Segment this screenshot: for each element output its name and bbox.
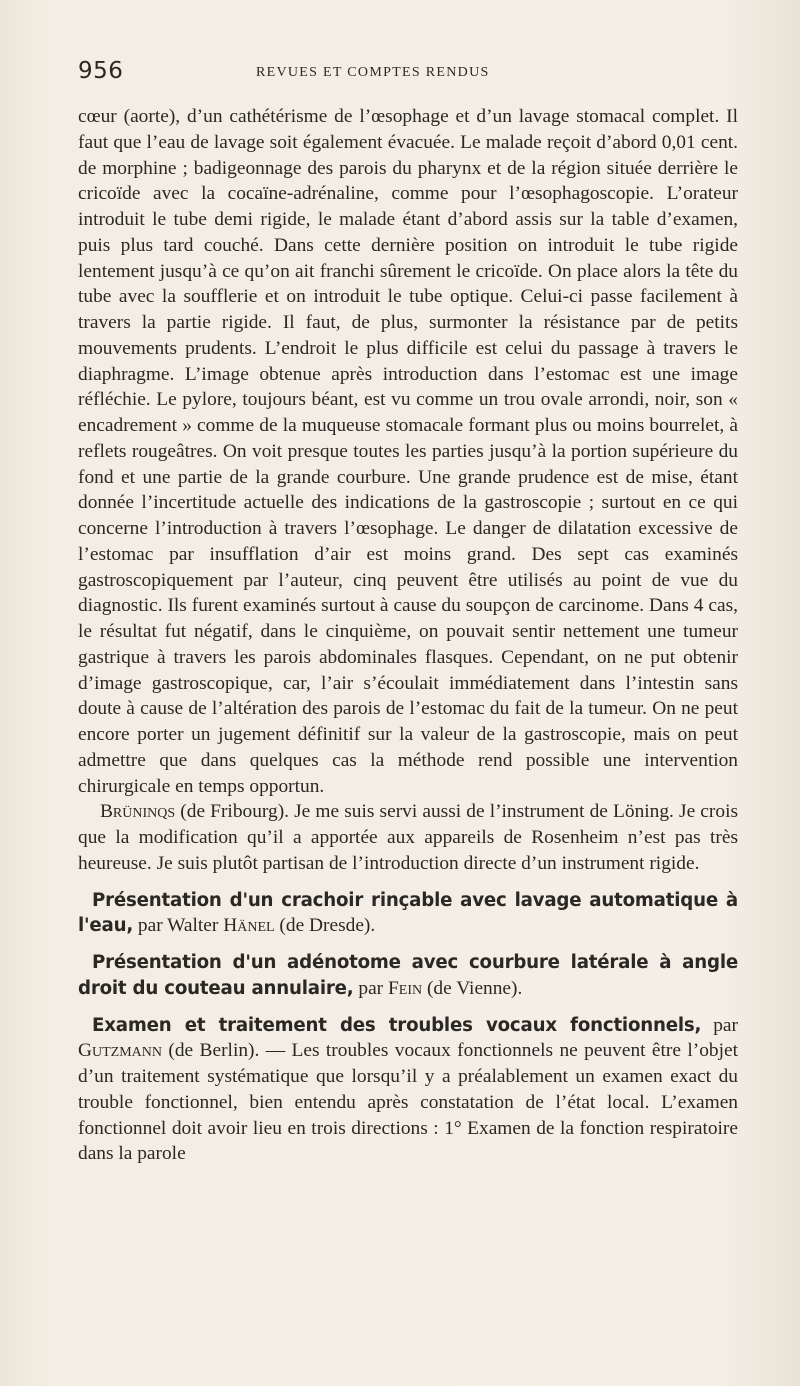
paragraph-brunings — [78, 799, 738, 876]
section-heading: Présentation d'un crachoir rinçable avec lavage automatique à l'eau, — [78, 889, 738, 937]
section-crachoir — [78, 888, 738, 940]
author-name: Gutzmann — [78, 1040, 162, 1062]
section-adenotome — [78, 950, 738, 1002]
section-by: par — [701, 1014, 738, 1036]
section-by: par Walter — [133, 915, 224, 937]
paragraph-brunings-text: (de Fribourg). Je me suis servi aussi de l’instrument de Löning. Je crois que la modification qu’il a apportée aux appareils de Rosenheim n’est pas très heureuse. Je suis plutôt partisan de l’introduction directe d’un instrument rigide. — [78, 801, 738, 874]
paragraph-gastroscopy: cœur (aorte), d’un cathétérisme de l’œsophage et d’un lavage stomacal complet. Il faut que l’eau de lavage soit également évacuée. Le malade reçoit d’abord 0,01 cent. de morphine ; badigeonnage des parois du pharynx et de la région située derrière le cricoïde avec la cocaïne-adrénaline, comme pour l’œsophagoscopie. L’orateur introduit le tube demi rigide, le malade étant d’abord assis sur la table d’examen, puis plus tard couché. Dans cette dernière position on introduit le tube rigide lentement jusqu’à ce qu’on ait franchi sûrement le cricoïde. On place alors la tête du tube avec la soufflerie et on introduit le tube optique. Celui-ci passe facilement à travers la partie rigide. Il faut, de plus, surmonter la résistance par de petits mouvements prudents. L’endroit le plus difficile est celui du passage à travers le diaphragme. L’image obtenue après introduction dans l’estomac est une image réfléchie. Le pylore, toujours béant, est vu comme un trou ovale arrondi, noir, son « encadrement » comme de la muqueuse stomacale formant plus ou moins bourrelet, à reflets rougeâtres. On voit presque toutes les parties jusqu’à la portion supérieure du fond et une partie de la grande courbure. Une grande prudence est de mise, étant donnée l’incertitude actuelle des indications de la gastroscopie ; surtout en ce qui concerne l’introduction à travers l’œsophage. Le danger de dilatation excessive de l’estomac par insufflation d’air est moins grand. Des sept cas examinés gastroscopiquement par l’auteur, cinq peuvent être utilisés au point de vue du diagnostic. Ils furent examinés surtout à cause du soupçon de carcinome. Dans 4 cas, le résultat fut négatif, dans le cinquième, on pouvait sentir nettement une tumeur gastrique à travers les parois abdominales flasques. Cependant, on ne put obtenir d’image gastroscopique, car, l’air s’écoulait immédiatement dans l’intestin sans doute à cause de l’altération des parois de l’estomac du fait de la tumeur. On ne peut encore porter un jugement définitif sur la valeur de la gastroscopie, mais on peut admettre que dans quelques cas la méthode rend possible une intervention chirurgicale en temps opportun. — [78, 106, 738, 797]
body-text — [78, 104, 738, 1167]
author-name: Fein — [388, 977, 423, 999]
section-heading: Examen et traitement des troubles vocaux fonctionnels, — [92, 1014, 702, 1036]
section-troubles-vocaux — [78, 1013, 738, 1168]
page-number: 956 — [78, 58, 124, 84]
section-heading: Présentation d'un adénotome avec courbure latérale à angle droit du couteau annulaire, — [78, 952, 738, 999]
page-header — [78, 58, 738, 92]
section-text: (de Berlin). — Les troubles vocaux fonctionnels ne peuvent être l’objet d’un traitement systématique que lorsqu’il y a préalablement un examen exact du trouble fonctionnel, bien entendu après constatation de l’état local. L’examen fonctionnel doit avoir lieu en trois directions : 1° Examen de la fonction respiratoire dans la parole — [78, 1040, 738, 1165]
section-by: par — [353, 977, 388, 999]
speaker-name: Brüninqs — [100, 801, 176, 823]
author-place: (de Vienne). — [422, 977, 523, 999]
author-name: Hänel — [223, 915, 275, 937]
running-head: REVUES ET COMPTES RENDUS — [256, 65, 490, 80]
author-place: (de Dresde). — [274, 915, 376, 937]
